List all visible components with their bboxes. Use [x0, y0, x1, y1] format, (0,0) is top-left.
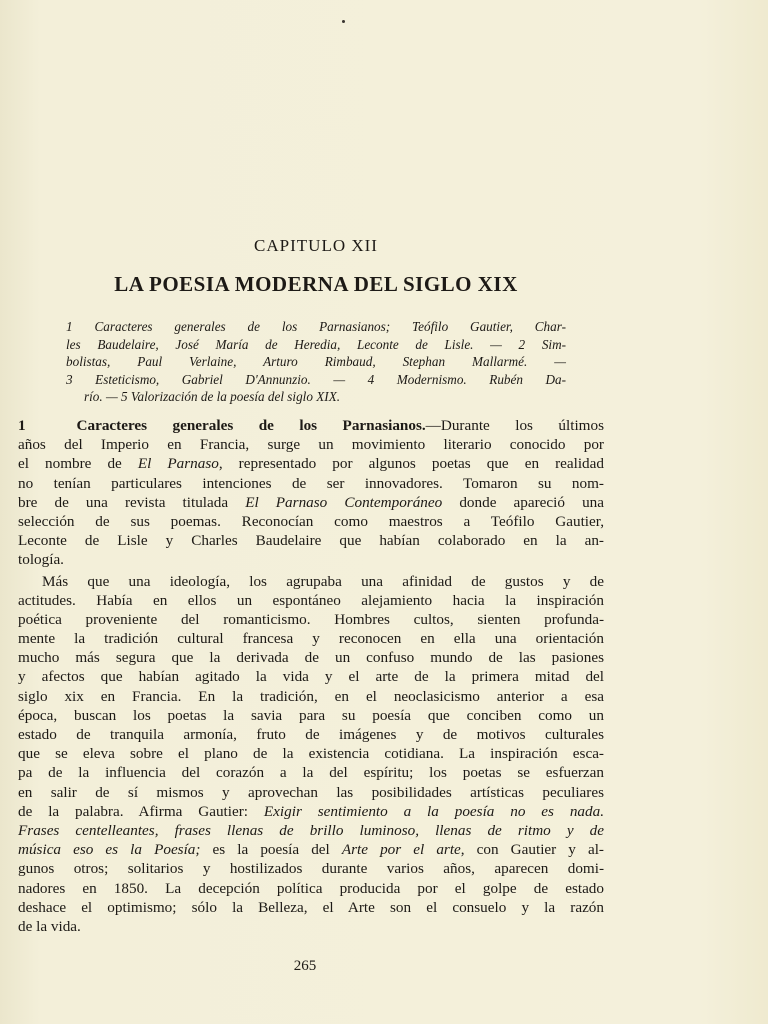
- body-text: [18, 416, 604, 936]
- paragraph-line: Más que una ideología, los agrupaba una afinidad de gustos y de: [42, 572, 604, 590]
- paragraph-line: selección de sus poemas. Reconocían como maestros a Teófilo Gautier,: [18, 512, 604, 530]
- paragraph-line: mente la tradición cultural francesa y reconocen en ella una orientación: [18, 630, 604, 648]
- paragraph-line: tología.: [18, 551, 64, 569]
- chapter-summary: [66, 318, 566, 406]
- paragraph-line: música eso es la Poesía; es la poesía del Arte por el arte, con Gautier y al-: [18, 841, 604, 859]
- summary-line: río. — 5 Valorización de la poesía del siglo XIX.: [84, 389, 341, 405]
- italic-title: El Parnaso: [137, 455, 219, 473]
- summary-line: bolistas, Paul Verlaine, Arturo Rimbaud, Stephan Mallarmé. —: [66, 354, 566, 370]
- summary-line: 1 Caracteres generales de los Parnasianos; Teófilo Gautier, Char-: [66, 319, 566, 334]
- summary-line: 3 Esteticismo, Gabriel D'Annunzio. — 4 Modernismo. Rubén Da-: [66, 371, 566, 387]
- paragraph-line: estado de tranquila armonía, fruto de imágenes y de motivos culturales: [18, 726, 604, 743]
- paragraph-line: Leconte de Lisle y Charles Baudelaire que habían colaborado en la an-: [18, 532, 604, 550]
- paragraph-line: de la vida.: [18, 917, 81, 935]
- quote-text: música eso es la Poesía;: [18, 841, 201, 859]
- section-number: 1: [18, 417, 26, 434]
- quote-line: Frases centelleantes, frases llenas de brillo luminoso, llenas de ritmo y de: [18, 821, 604, 839]
- section-heading: Caracteres generales de los Parnasianos.: [76, 417, 426, 434]
- paragraph-line: nadores en 1850. La decepción política producida por el golpe de estado: [18, 879, 604, 897]
- summary-line: les Baudelaire, José María de Heredia, Leconte de Lisle. — 2 Sim-: [66, 336, 566, 352]
- paragraph-line: bre de una revista titulada El Parnaso Contemporáneo donde apareció una: [18, 493, 605, 511]
- paragraph-line: en salir de sí mismos y aprovechan las posibilidades artísticas peculiares: [18, 783, 604, 801]
- ink-speck: [342, 20, 345, 23]
- italic-title: El Parnaso Contemporáneo: [245, 493, 443, 511]
- paragraph-line: pa de la influencia del corazón a la del espíritu; los poetas se esfuerzan: [18, 764, 604, 782]
- italic-title: Arte por el arte: [341, 841, 461, 859]
- paragraph-line: gunos otros; solitarios y hostilizados durante varios años, aparecen domi-: [18, 860, 604, 878]
- paragraph-line: mucho más segura que la derivada de un confuso mundo de las pasiones: [18, 649, 604, 667]
- section-heading-line: [18, 416, 604, 435]
- paragraph-line: que se eleva sobre el plano de la existencia cotidiana. La inspiración esca-: [18, 745, 604, 763]
- paragraph-line: siglo xix en Francia. En la tradición, en el neoclasicismo anterior a esa: [18, 687, 604, 705]
- paragraph-line: no tenían particulares intenciones de ser innovadores. Tomaron su nom-: [18, 474, 604, 492]
- chapter-title: LA POESIA MODERNA DEL SIGLO XIX: [114, 272, 518, 296]
- paragraph-line: años del Imperio en Francia, surge un movimiento literario conocido por: [18, 436, 604, 454]
- paragraph-line: y afectos que habían agitado la vida y el arte de la primera mitad del: [18, 668, 604, 686]
- paragraph-line: el nombre de El Parnaso, representado por algunos poetas que en realidad: [18, 455, 604, 473]
- paragraph-line: actitudes. Había en ellos un espontáneo alejamiento hacia la inspiración: [18, 591, 604, 609]
- paragraph-line: época, buscan los poetas la savia para su poesía que conciben como un: [18, 706, 604, 724]
- paragraph-line: de la palabra. Afirma Gautier: Exigir sentimiento a la poesía no es nada.: [18, 802, 604, 820]
- paragraph-line: deshace el optimismo; sólo la Belleza, el Arte son el consuelo y la razón: [18, 898, 604, 916]
- quote-text: Exigir sentimiento a la poesía no es nada.: [263, 802, 604, 820]
- page-number: 265: [293, 958, 317, 974]
- chapter-label: CAPITULO XII: [254, 236, 378, 255]
- paragraph-line: poética proveniente del romanticismo. Hombres cultos, sienten profunda-: [18, 610, 604, 628]
- section-lead: —Durante los últimos: [425, 417, 604, 434]
